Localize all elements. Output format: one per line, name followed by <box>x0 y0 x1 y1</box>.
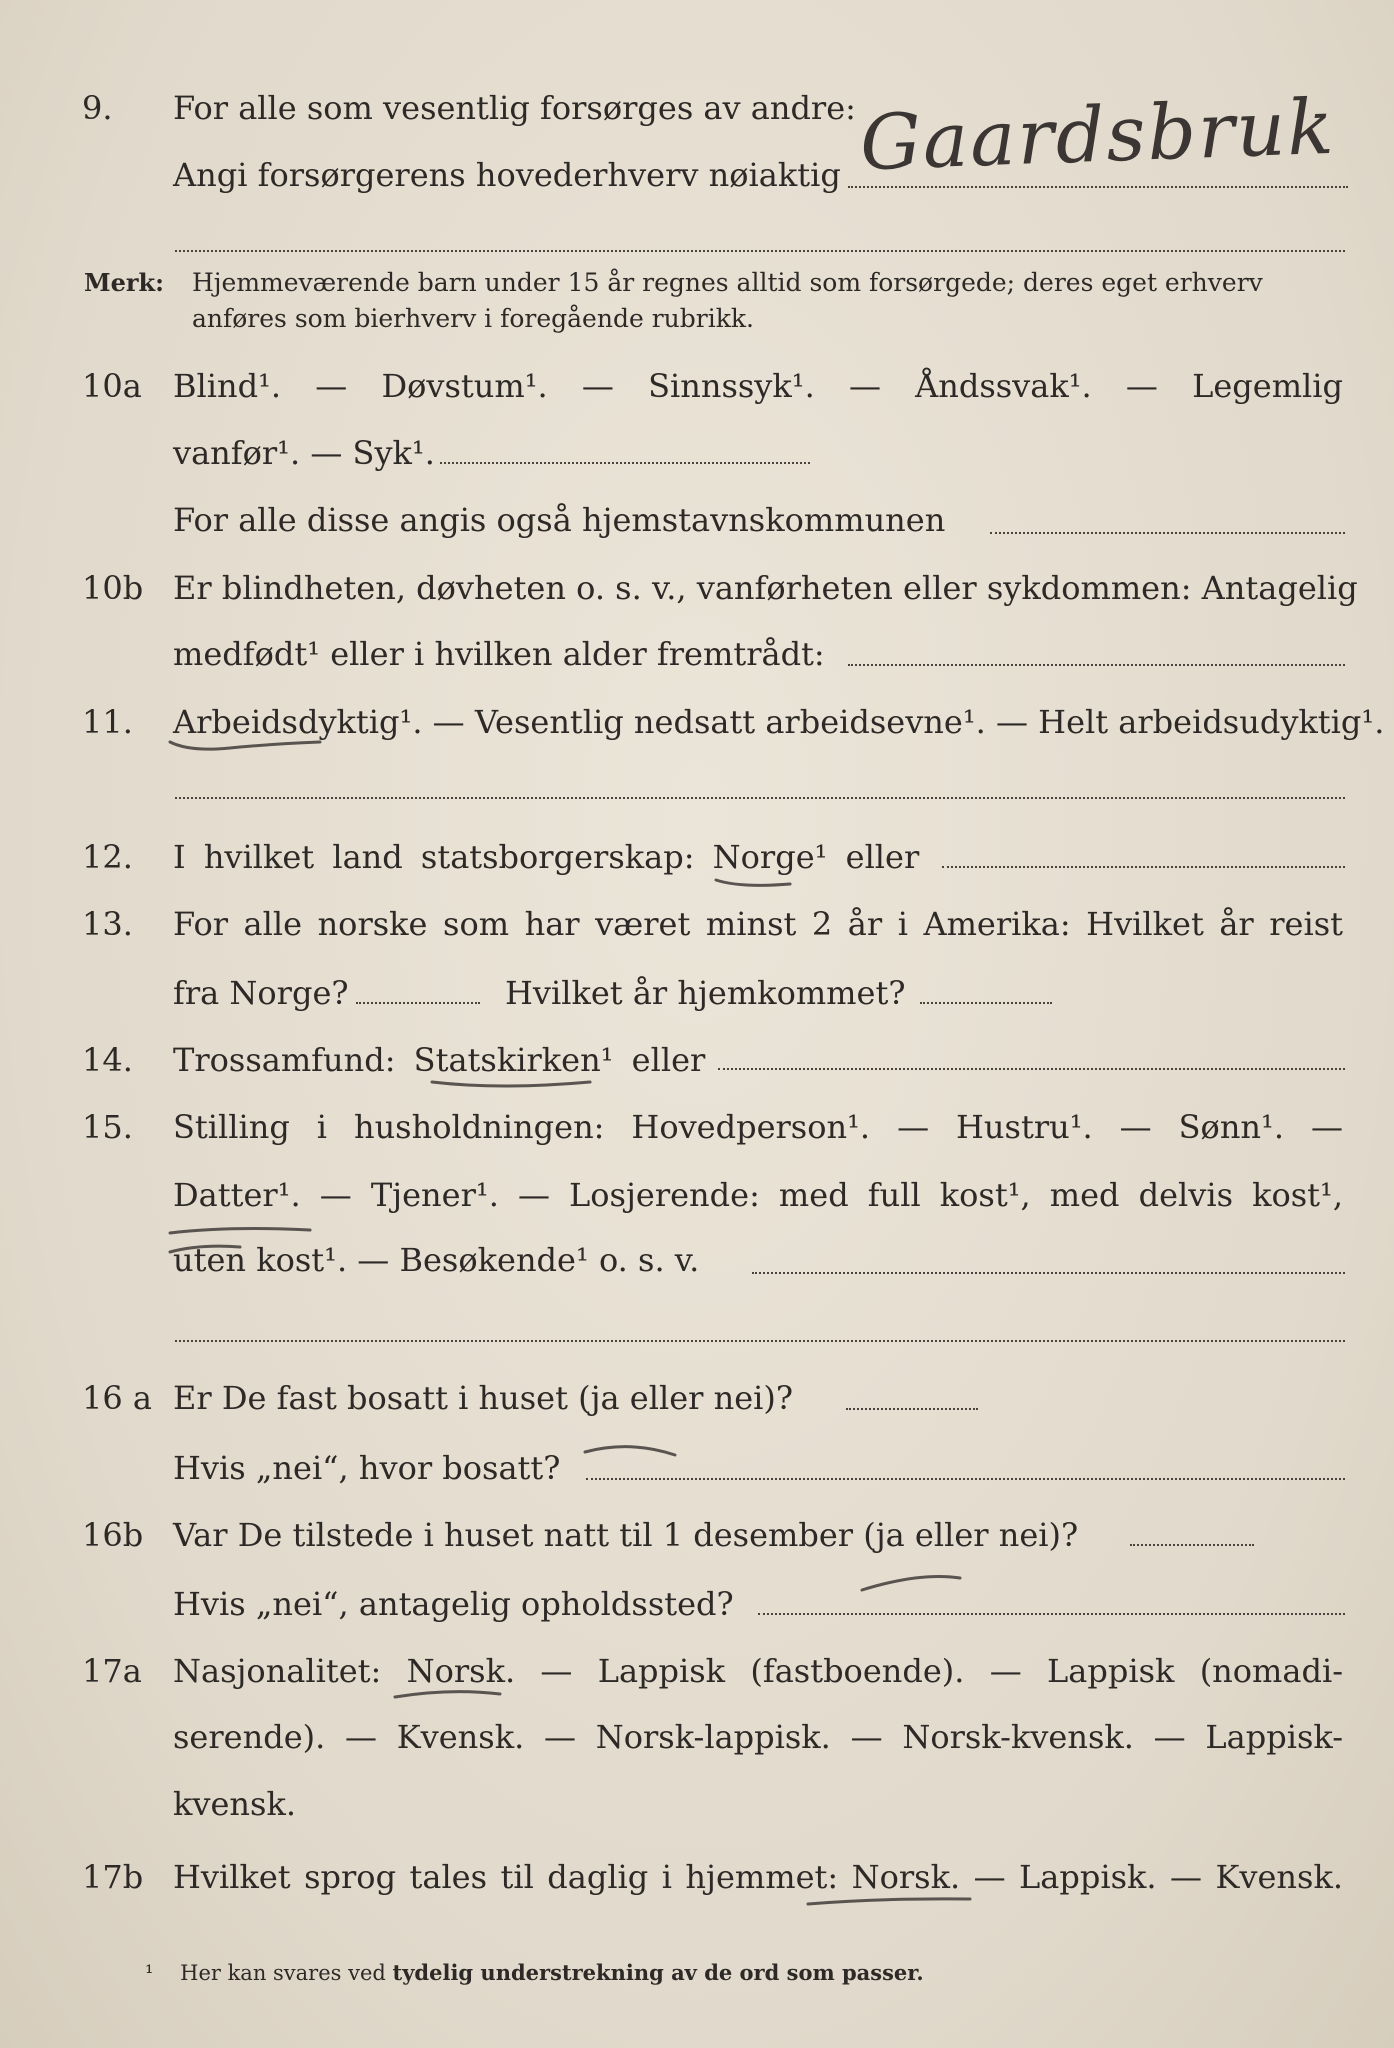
q16a-line1: Er De fast bosatt i huset (ja eller nei)? <box>173 1379 794 1417</box>
q9-line1: For alle som vesentlig forsørges av andre: <box>173 89 856 127</box>
q15-line1: Stilling i husholdningen: Hovedperson¹. — Hustru¹. — Sønn¹. — <box>173 1108 1343 1146</box>
footnote-bold: tydelig understrekning av de ord som passer. <box>392 1960 924 1985</box>
underline-statskirken <box>432 1082 590 1086</box>
q15-line3: uten kost¹. — Besøkende¹ o. s. v. <box>173 1241 700 1279</box>
q13-line2a: fra Norge? <box>173 974 349 1012</box>
q9-handwritten-answer: Gaardsbruk <box>858 81 1337 188</box>
q13-line1: For alle norske som har været minst 2 år i Amerika: Hvilket år reist <box>173 905 1343 943</box>
q17a-line3: kvensk. <box>173 1785 296 1823</box>
underline-arbeidsdyktig <box>170 742 320 749</box>
q17b-line1: Hvilket sprog tales til daglig i hjemmet: Norsk. — Lappisk. — Kvensk. <box>173 1858 1343 1896</box>
q12-number: 12. <box>82 838 133 876</box>
q16b-line2: Hvis „nei“, antagelig opholdssted? <box>173 1585 734 1623</box>
q14-line1: Trossamfund: Statskirken¹ eller <box>173 1041 706 1079</box>
footnote-mark: ¹ <box>145 1961 154 1985</box>
q17a-line2: serende). — Kvensk. — Norsk-lappisk. — Norsk-kvensk. — Lappisk- <box>173 1718 1343 1756</box>
q13-number: 13. <box>82 905 133 943</box>
q13-line2b: Hvilket år hjemkommet? <box>505 974 906 1012</box>
q17a-line1: Nasjonalitet: Norsk. — Lappisk (fastboende). — Lappisk (nomadi- <box>173 1652 1343 1690</box>
merk-label: Merk: <box>84 268 164 297</box>
q10a-line3: For alle disse angis også hjemstavnskommunen <box>173 501 946 539</box>
q16b-number: 16b <box>82 1516 144 1554</box>
q10a-number: 10a <box>82 367 142 405</box>
q11-number: 11. <box>82 703 133 741</box>
q15-line2: Datter¹. — Tjener¹. — Losjerende: med full kost¹, med delvis kost¹, <box>173 1176 1343 1214</box>
q16a-number: 16 a <box>82 1379 152 1417</box>
merk-line1: Hjemmeværende barn under 15 år regnes alltid som forsørgede; deres eget erhverv <box>192 268 1263 297</box>
q15-number: 15. <box>82 1108 133 1146</box>
q16b-line1: Var De tilstede i huset natt til 1 desember (ja eller nei)? <box>173 1516 1079 1554</box>
q10b-line2: medfødt¹ eller i hvilken alder fremtrådt: <box>173 635 825 673</box>
mark-16b <box>862 1577 960 1591</box>
q10b-line1: Er blindheten, døvheten o. s. v., vanførheten eller sykdommen: Antagelig <box>173 569 1358 607</box>
q12-line1: I hvilket land statsborgerskap: Norge¹ eller <box>173 838 920 876</box>
underline-norsk-17a <box>395 1692 500 1697</box>
underline-uten <box>170 1246 240 1252</box>
underline-datter <box>170 1229 310 1233</box>
underline-norge <box>716 880 790 885</box>
q17b-number: 17b <box>82 1858 144 1896</box>
q9-line2: Angi forsørgerens hovederhverv nøiaktig <box>173 156 841 194</box>
q10a-line2: vanfør¹. — Syk¹. <box>173 434 435 472</box>
q11-line1: Arbeidsdyktig¹. — Vesentlig nedsatt arbeidsevne¹. — Helt arbeidsudyktig¹. <box>173 703 1385 741</box>
footnote-text: Her kan svares ved <box>180 1961 386 1985</box>
mark-16a <box>585 1447 675 1455</box>
q14-number: 14. <box>82 1041 133 1079</box>
q17a-number: 17a <box>82 1652 142 1690</box>
merk-line2: anføres som bierhverv i foregående rubrikk. <box>192 304 754 333</box>
q16a-line2: Hvis „nei“, hvor bosatt? <box>173 1449 561 1487</box>
underline-norsk-17b <box>808 1899 970 1904</box>
q9-number: 9. <box>82 89 113 127</box>
q10a-line1: Blind¹. — Døvstum¹. — Sinnssyk¹. — Åndssvak¹. — Legemlig <box>173 367 1343 405</box>
q10b-number: 10b <box>82 569 144 607</box>
